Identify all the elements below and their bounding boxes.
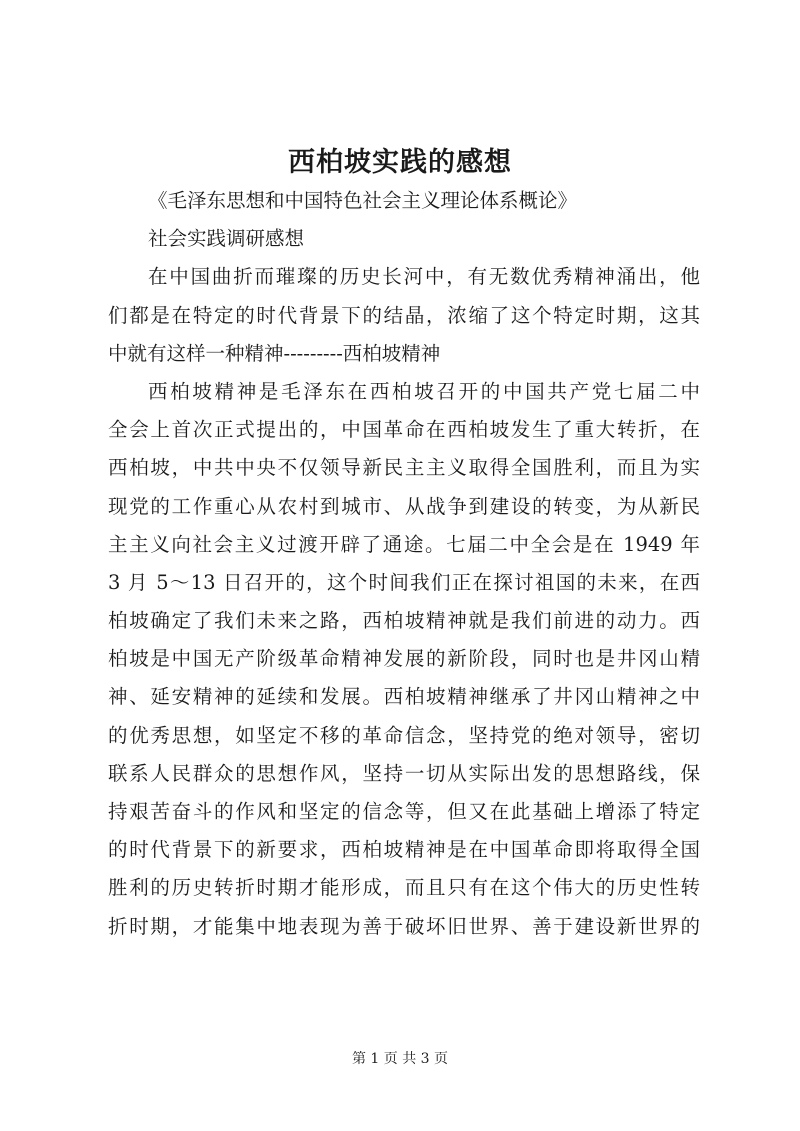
paragraph-line: 在中国曲折而璀璨的历史长河中，有无数优秀精神涌出，他 (148, 265, 700, 289)
document-title: 西柏坡实践的感想 (288, 147, 512, 178)
paragraph-1 (108, 258, 700, 373)
paragraph-line: 的优秀思想，如坚定不移的革命信念，坚持党的绝对领导，密切 (108, 723, 700, 747)
paragraph-line: 柏坡确定了我们未来之路，西柏坡精神就是我们前进的动力。西 (108, 609, 700, 633)
paragraph-2 (108, 373, 700, 946)
paragraph-line: 现党的工作重心从农村到城市、从战争到建设的转变，为从新民 (108, 494, 700, 518)
paragraph-line: 主主义向社会主义过渡开辟了通途。七届二中全会是在 1949 年 (108, 532, 700, 556)
subtitle: 《毛泽东思想和中国特色社会主义理论体系概论》 (148, 189, 578, 212)
paragraph-line: 3 月 5～13 日召开的，这个时间我们正在探讨祖国的未来，在西 (108, 570, 700, 594)
paragraph-line: 折时期，才能集中地表现为善于破坏旧世界、善于建设新世界的 (108, 914, 700, 938)
section-heading: 社会实践调研感想 (148, 227, 305, 251)
paragraph-line: 联系人民群众的思想作风，坚持一切从实际出发的思想路线，保 (108, 761, 700, 785)
document-body (108, 182, 700, 946)
paragraph-line: 中就有这样一种精神---------西柏坡精神 (108, 341, 441, 365)
paragraph-line: 全会上首次正式提出的，中国革命在西柏坡发生了重大转折，在 (108, 418, 700, 442)
paragraph-line: 神、延安精神的延续和发展。西柏坡精神继承了井冈山精神之中 (108, 685, 700, 709)
paragraph-line: 西柏坡精神是毛泽东在西柏坡召开的中国共产党七届二中 (148, 379, 700, 403)
page-footer: 第 1 页 共 3 页 (351, 1051, 449, 1067)
paragraph-line: 的时代背景下的新要求，西柏坡精神是在中国革命即将取得全国 (108, 838, 700, 862)
paragraph-line: 们都是在特定的时代背景下的结晶，浓缩了这个特定时期，这其 (108, 303, 700, 327)
paragraph-line: 持艰苦奋斗的作风和坚定的信念等，但又在此基础上增添了特定 (108, 800, 700, 823)
paragraph-line: 胜利的历史转折时期才能形成，而且只有在这个伟大的历史性转 (108, 876, 700, 900)
paragraph-line: 西柏坡，中共中央不仅领导新民主主义取得全国胜利，而且为实 (108, 456, 700, 480)
paragraph-line: 柏坡是中国无产阶级革命精神发展的新阶段，同时也是井冈山精 (108, 647, 700, 671)
